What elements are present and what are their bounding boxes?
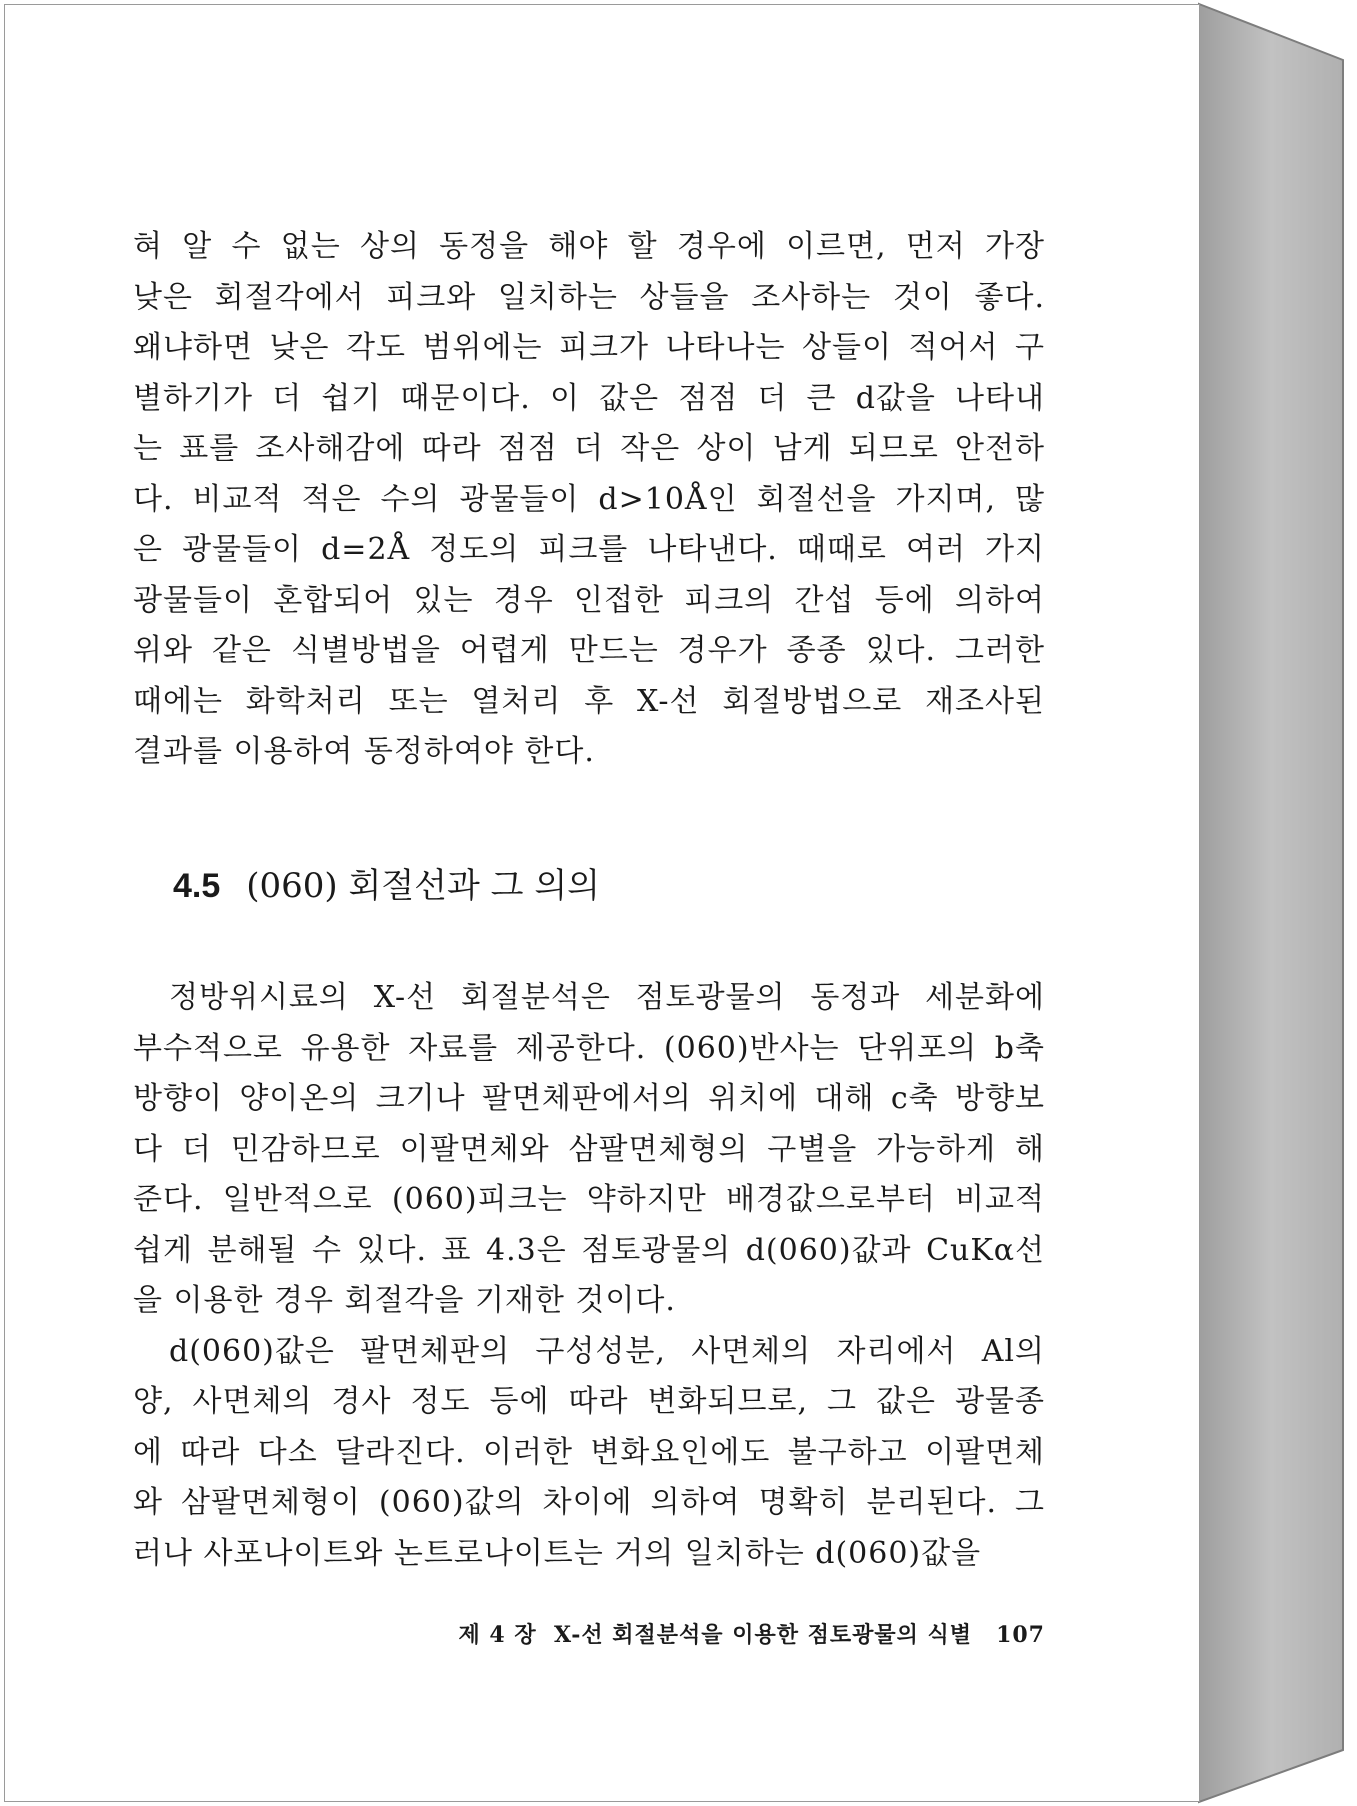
paragraph-3 <box>133 1327 1045 1580</box>
section-body <box>133 973 1045 1579</box>
text-line: 별하기가 더 쉽기 때문이다. 이 값은 점점 더 큰 d값을 나타내 <box>133 380 1045 416</box>
text-line: 와 삼팔면체형이 (060)값의 차이에 의하여 명확히 분리된다. 그 <box>133 1485 1045 1520</box>
footer-chapter-title: X-선 회절분석을 이용한 점토광물의 식별 <box>553 1622 973 1648</box>
text-line: 결과를 이용하여 동정하여야 한다. <box>133 734 595 769</box>
text-line: d(060)값은 팔면체판의 구성성분, 사면체의 자리에서 Al의 <box>169 1333 1045 1369</box>
text-line: 낮은 회절각에서 피크와 일치하는 상들을 조사하는 것이 좋다. <box>133 279 1045 315</box>
text-line: 방향이 양이온의 크기나 팔면체판에서의 위치에 대해 c축 방향보 <box>133 1081 1045 1116</box>
section-heading <box>173 858 600 907</box>
paragraph-2 <box>133 973 1045 1327</box>
text-line: 러나 사포나이트와 논트로나이트는 거의 일치하는 d(060)값을 <box>133 1535 982 1571</box>
text-line: 다. 비교적 적은 수의 광물들이 d>10Å인 회절선을 가지며, 많 <box>133 481 1045 517</box>
text-line: 정방위시료의 X-선 회절분석은 점토광물의 동정과 세분화에 <box>169 980 1045 1015</box>
text-line: 위와 같은 식별방법을 어렵게 만드는 경우가 종종 있다. 그러한 <box>133 633 1045 668</box>
section-title-text: (060) 회절선과 그 의의 <box>246 866 601 906</box>
footer-chapter: 제 4 장 <box>458 1622 537 1648</box>
text-line: 에 따라 다소 달라진다. 이러한 변화요인에도 불구하고 이팔면체 <box>133 1434 1045 1470</box>
text-line: 양, 사면체의 경사 정도 등에 따라 변화되므로, 그 값은 광물종 <box>133 1384 1045 1419</box>
text-line: 광물들이 혼합되어 있는 경우 인접한 피크의 간섭 등에 의하여 <box>133 582 1045 618</box>
running-footer <box>133 1618 1045 1649</box>
paragraph-1 <box>133 222 1045 778</box>
text-line: 은 광물들이 d=2Å 정도의 피크를 나타낸다. 때때로 여러 가지 <box>133 532 1045 567</box>
text-line: 쉽게 분해될 수 있다. 표 4.3은 점토광물의 d(060)값과 CuKα선 <box>133 1232 1045 1268</box>
text-line: 때에는 화학처리 또는 열처리 후 X-선 회절방법으로 재조사된 <box>133 683 1045 719</box>
text-line: 다 더 민감하므로 이팔면체와 삼팔면체형의 구별을 가능하게 해 <box>133 1131 1045 1167</box>
text-line: 을 이용한 경우 회절각을 기재한 것이다. <box>133 1283 676 1318</box>
text-line: 부수적으로 유용한 자료를 제공한다. (060)반사는 단위포의 b축 <box>133 1030 1045 1066</box>
text-line: 준다. 일반적으로 (060)피크는 약하지만 배경값으로부터 비교적 <box>133 1182 1045 1217</box>
page-content <box>133 222 1045 1648</box>
section-number: 4.5 <box>173 867 221 905</box>
page-number: 107 <box>996 1622 1045 1648</box>
text-line: 왜냐하면 낮은 각도 범위에는 피크가 나타나는 상들이 적어서 구 <box>133 330 1045 365</box>
text-line: 는 표를 조사해감에 따라 점점 더 작은 상이 남게 되므로 안전하 <box>133 431 1045 466</box>
text-line: 혀 알 수 없는 상의 동정을 해야 할 경우에 이르면, 먼저 가장 <box>133 229 1045 264</box>
